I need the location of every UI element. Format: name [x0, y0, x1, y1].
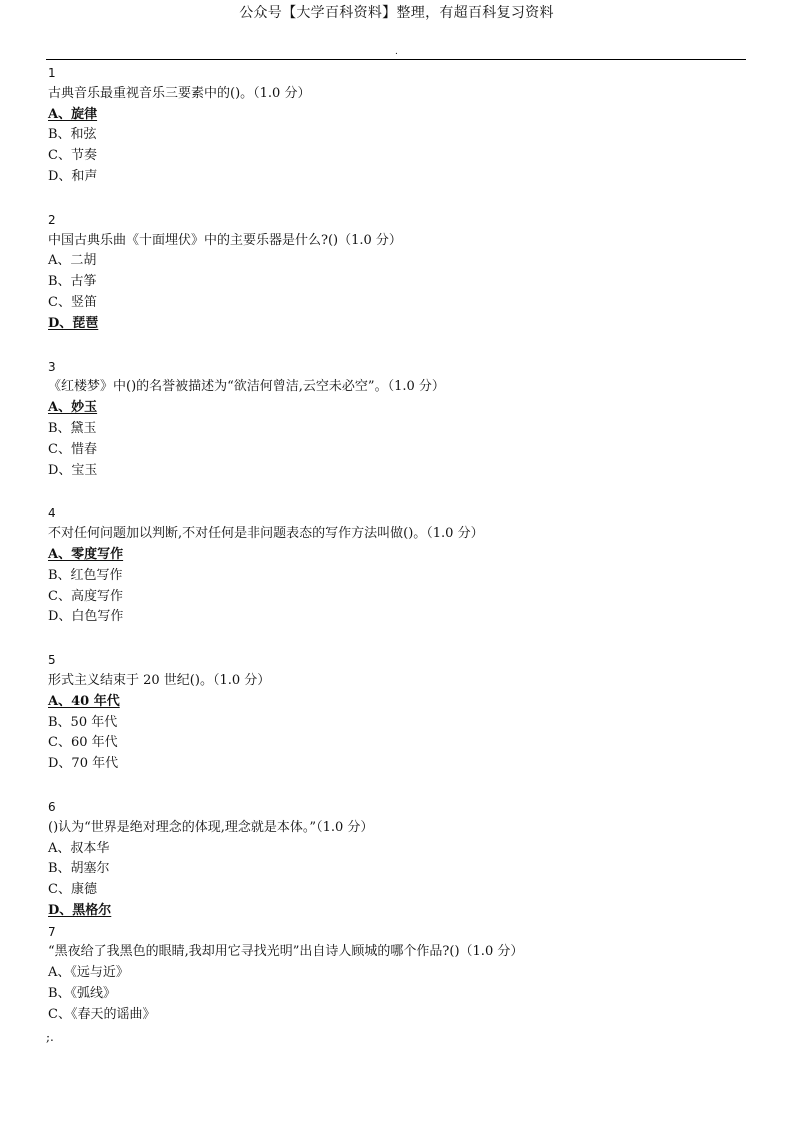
option-d: D、70 年代: [48, 756, 119, 772]
option-c: C、高度写作: [48, 588, 123, 604]
option-b: B、黛玉: [48, 420, 97, 436]
option-c: C、节奏: [48, 148, 97, 164]
question-text: “黑夜给了我黑色的眼睛,我却用它寻找光明”出自诗人顾城的哪个作品?()（1.0 分）: [48, 944, 524, 960]
option-a-correct: A、妙玉: [48, 400, 98, 416]
option-c: C、《春天的谣曲》: [48, 1006, 156, 1022]
question-number: 5: [48, 653, 56, 668]
page-header-title: 公众号【大学百科资料】整理，有超百科复习资料: [239, 5, 554, 21]
option-a: A、二胡: [48, 253, 97, 269]
question-number: 4: [48, 506, 56, 521]
question-5: [48, 650, 748, 775]
option-d-correct: D、黑格尔: [48, 902, 112, 918]
question-6: [48, 797, 748, 922]
question-4: [48, 503, 748, 628]
question-text: 《红楼梦》中()的名誉被描述为“欲洁何曾洁,云空未必空”。（1.0 分）: [48, 379, 445, 395]
option-b: B、红色写作: [48, 567, 123, 583]
option-a-correct: A、零度写作: [48, 546, 124, 562]
question-number: 3: [48, 359, 56, 374]
option-a-correct: A、40 年代: [48, 693, 120, 709]
option-a: A、叔本华: [48, 840, 110, 856]
option-c: C、康德: [48, 882, 97, 898]
option-b: B、古筝: [48, 274, 97, 290]
footer-mark: ;.: [46, 1030, 54, 1044]
question-number: 2: [48, 212, 56, 227]
header-divider: [46, 59, 746, 60]
question-number: 6: [48, 799, 56, 814]
option-b: B、《弧线》: [48, 986, 117, 1002]
option-a-correct: A、旋律: [48, 106, 98, 122]
question-3: [48, 357, 748, 482]
option-b: B、和弦: [48, 127, 97, 143]
question-2: [48, 210, 748, 335]
option-c: C、惜春: [48, 441, 97, 457]
option-b: B、50 年代: [48, 714, 118, 730]
question-text: 古典音乐最重视音乐三要素中的()。（1.0 分）: [48, 85, 311, 101]
option-d-correct: D、琵琶: [48, 315, 99, 331]
question-1: [48, 63, 748, 188]
option-b: B、胡塞尔: [48, 861, 110, 877]
question-number: 7: [48, 924, 56, 939]
option-d: D、宝玉: [48, 462, 98, 478]
question-list: [48, 63, 748, 1048]
option-d: D、和声: [48, 168, 98, 184]
question-7: [48, 922, 748, 1026]
option-d: D、白色写作: [48, 609, 124, 625]
question-number: 1: [48, 66, 56, 80]
option-c: C、60 年代: [48, 735, 118, 751]
question-text: ()认为“世界是绝对理念的体现,理念就是本体。”（1.0 分）: [48, 819, 374, 835]
option-a: A、《远与近》: [48, 965, 129, 981]
question-text: 形式主义结束于 20 世纪()。（1.0 分）: [48, 672, 271, 688]
header-dot: .: [395, 47, 398, 57]
question-text: 不对任何问题加以判断,不对任何是非问题表态的写作方法叫做()。（1.0 分）: [48, 526, 484, 542]
question-text: 中国古典乐曲《十面埋伏》中的主要乐器是什么?()（1.0 分）: [48, 232, 402, 248]
option-c: C、竖笛: [48, 294, 97, 310]
